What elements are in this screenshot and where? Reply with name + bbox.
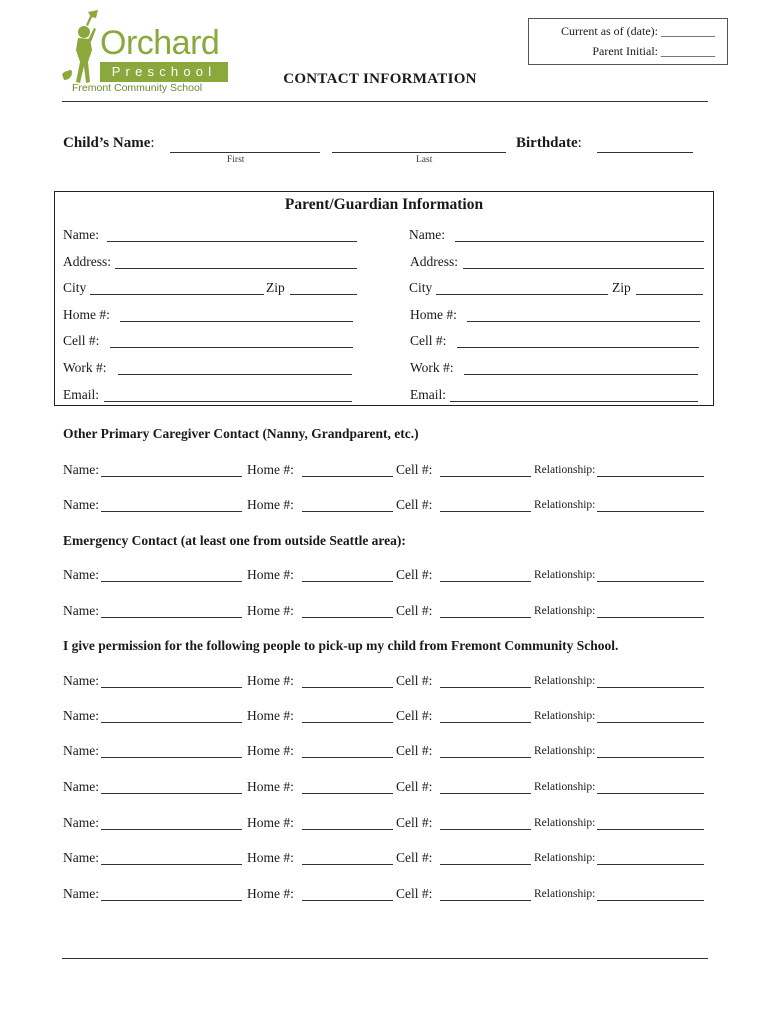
name-label: Name: (63, 462, 99, 477)
name-label: Name: (63, 567, 99, 582)
relationship-label: Relationship: (534, 781, 596, 793)
relationship-field[interactable] (597, 476, 704, 477)
name-label: Name: (63, 708, 99, 723)
cell-phone-field[interactable] (440, 476, 531, 477)
relationship-field[interactable] (597, 722, 704, 723)
name-field[interactable] (101, 511, 242, 512)
name-field[interactable] (101, 793, 242, 794)
last-caption: Last (416, 155, 433, 165)
cell-phone-field[interactable] (440, 617, 531, 618)
cell-phone-field[interactable] (440, 793, 531, 794)
cell-phone-label: Cell #: (396, 462, 433, 477)
date-box (528, 18, 728, 65)
name-label: Name: (63, 673, 99, 688)
relationship-field[interactable] (597, 581, 704, 582)
cell-phone-label: Cell #: (396, 603, 433, 618)
guardian1-email-field[interactable] (104, 401, 352, 402)
cell-phone-label: Cell #: (396, 850, 433, 865)
guardian2-name-field[interactable] (455, 241, 704, 242)
guardian1-zip-field[interactable] (290, 294, 357, 295)
guardian1-address-label: Address: (63, 254, 111, 269)
name-field[interactable] (101, 687, 242, 688)
guardian2-address-field[interactable] (463, 268, 704, 269)
guardian2-home-label: Home #: (410, 307, 457, 322)
name-label: Name: (63, 603, 99, 618)
cell-phone-field[interactable] (440, 757, 531, 758)
guardian1-address-field[interactable] (115, 268, 357, 269)
home-phone-field[interactable] (302, 793, 393, 794)
cell-phone-field[interactable] (440, 581, 531, 582)
home-phone-label: Home #: (247, 886, 294, 901)
cell-phone-field[interactable] (440, 864, 531, 865)
relationship-label: Relationship: (534, 852, 596, 864)
cell-phone-field[interactable] (440, 511, 531, 512)
home-phone-label: Home #: (247, 462, 294, 477)
cell-phone-label: Cell #: (396, 779, 433, 794)
birthdate-label: Birthdate: (516, 135, 582, 151)
relationship-label: Relationship: (534, 605, 596, 617)
name-label: Name: (63, 497, 99, 512)
child-first-name-field[interactable] (170, 152, 320, 153)
name-label: Name: (63, 886, 99, 901)
title-divider (62, 101, 708, 102)
home-phone-label: Home #: (247, 673, 294, 688)
relationship-field[interactable] (597, 864, 704, 865)
relationship-label: Relationship: (534, 499, 596, 511)
home-phone-field[interactable] (302, 722, 393, 723)
child-name-label: Child’s Name: (63, 135, 155, 151)
name-field[interactable] (101, 829, 242, 830)
relationship-field[interactable] (597, 793, 704, 794)
parent-initial-field[interactable]: Parent Initial: _________ (592, 44, 715, 58)
relationship-field[interactable] (597, 829, 704, 830)
home-phone-label: Home #: (247, 815, 294, 830)
relationship-label: Relationship: (534, 675, 596, 687)
guardian2-cell-label: Cell #: (410, 333, 447, 348)
guardian2-address-label: Address: (410, 254, 458, 269)
child-last-name-field[interactable] (332, 152, 506, 153)
cell-phone-field[interactable] (440, 829, 531, 830)
cell-phone-label: Cell #: (396, 743, 433, 758)
relationship-label: Relationship: (534, 710, 596, 722)
guardian1-work-field[interactable] (118, 374, 352, 375)
home-phone-label: Home #: (247, 743, 294, 758)
first-caption: First (227, 155, 245, 165)
guardian1-cell-label: Cell #: (63, 333, 100, 348)
birthdate-field[interactable] (597, 152, 693, 153)
cell-phone-label: Cell #: (396, 673, 433, 688)
name-field[interactable] (101, 864, 242, 865)
cell-phone-label: Cell #: (396, 815, 433, 830)
guardian2-city-label: City (409, 280, 433, 295)
logo-school: Fremont Community School (72, 82, 203, 94)
guardian2-work-label: Work #: (410, 360, 454, 375)
relationship-label: Relationship: (534, 817, 596, 829)
relationship-label: Relationship: (534, 464, 596, 476)
home-phone-field[interactable] (302, 757, 393, 758)
home-phone-field[interactable] (302, 864, 393, 865)
home-phone-label: Home #: (247, 708, 294, 723)
name-field[interactable] (101, 900, 242, 901)
name-label: Name: (63, 743, 99, 758)
footer-divider (62, 958, 708, 959)
home-phone-label: Home #: (247, 603, 294, 618)
home-phone-label: Home #: (247, 497, 294, 512)
name-field[interactable] (101, 581, 242, 582)
name-label: Name: (63, 779, 99, 794)
relationship-label: Relationship: (534, 888, 596, 900)
name-field[interactable] (101, 722, 242, 723)
relationship-field[interactable] (597, 900, 704, 901)
home-phone-field[interactable] (302, 900, 393, 901)
guardian2-email-field[interactable] (450, 401, 698, 402)
cell-phone-field[interactable] (440, 722, 531, 723)
guardian2-cell-field[interactable] (457, 347, 699, 348)
relationship-field[interactable] (597, 757, 704, 758)
guardian1-city-label: City (63, 280, 87, 295)
home-phone-field[interactable] (302, 617, 393, 618)
home-phone-label: Home #: (247, 850, 294, 865)
guardian-section-title: Parent/Guardian Information (284, 196, 484, 213)
home-phone-field[interactable] (302, 511, 393, 512)
guardian1-email-label: Email: (63, 387, 99, 402)
relationship-field[interactable] (597, 617, 704, 618)
guardian2-zip-label: Zip (612, 280, 631, 295)
guardian1-name-field[interactable] (107, 241, 357, 242)
current-date-field[interactable]: Current as of (date): _________ (561, 24, 715, 38)
guardian2-name-label: Name: (409, 227, 445, 242)
logo-name: Orchard (100, 24, 220, 62)
guardian2-email-label: Email: (410, 387, 446, 402)
name-field[interactable] (101, 476, 242, 477)
guardian1-work-label: Work #: (63, 360, 107, 375)
guardian2-zip-field[interactable] (636, 294, 703, 295)
guardian2-work-field[interactable] (464, 374, 698, 375)
relationship-label: Relationship: (534, 569, 596, 581)
guardian1-city-field[interactable] (90, 294, 264, 295)
emergency-section-heading: Emergency Contact (at least one from outside Seattle area): (63, 533, 406, 548)
relationship-field[interactable] (597, 687, 704, 688)
home-phone-label: Home #: (247, 779, 294, 794)
guardian1-cell-field[interactable] (110, 347, 353, 348)
name-label: Name: (63, 850, 99, 865)
pickup-section-heading: I give permission for the following people to pick-up my child from Fremont Community School. (63, 638, 619, 653)
relationship-field[interactable] (597, 511, 704, 512)
home-phone-field[interactable] (302, 829, 393, 830)
relationship-label: Relationship: (534, 745, 596, 757)
cell-phone-field[interactable] (440, 900, 531, 901)
logo-tagline: Preschool (100, 62, 228, 82)
guardian2-home-field[interactable] (467, 321, 700, 322)
cell-phone-label: Cell #: (396, 567, 433, 582)
cell-phone-label: Cell #: (396, 708, 433, 723)
home-phone-field[interactable] (302, 581, 393, 582)
guardian1-zip-label: Zip (266, 280, 285, 295)
name-label: Name: (63, 815, 99, 830)
cell-phone-field[interactable] (440, 687, 531, 688)
home-phone-field[interactable] (302, 687, 393, 688)
guardian1-home-field[interactable] (120, 321, 353, 322)
guardian1-home-label: Home #: (63, 307, 110, 322)
home-phone-label: Home #: (247, 567, 294, 582)
page-title: CONTACT INFORMATION (283, 71, 477, 87)
guardian2-city-field[interactable] (436, 294, 608, 295)
cell-phone-label: Cell #: (396, 497, 433, 512)
home-phone-field[interactable] (302, 476, 393, 477)
cell-phone-label: Cell #: (396, 886, 433, 901)
caregiver-section-heading: Other Primary Caregiver Contact (Nanny, Grandparent, etc.) (63, 426, 419, 441)
name-field[interactable] (101, 617, 242, 618)
name-field[interactable] (101, 757, 242, 758)
guardian1-name-label: Name: (63, 227, 99, 242)
